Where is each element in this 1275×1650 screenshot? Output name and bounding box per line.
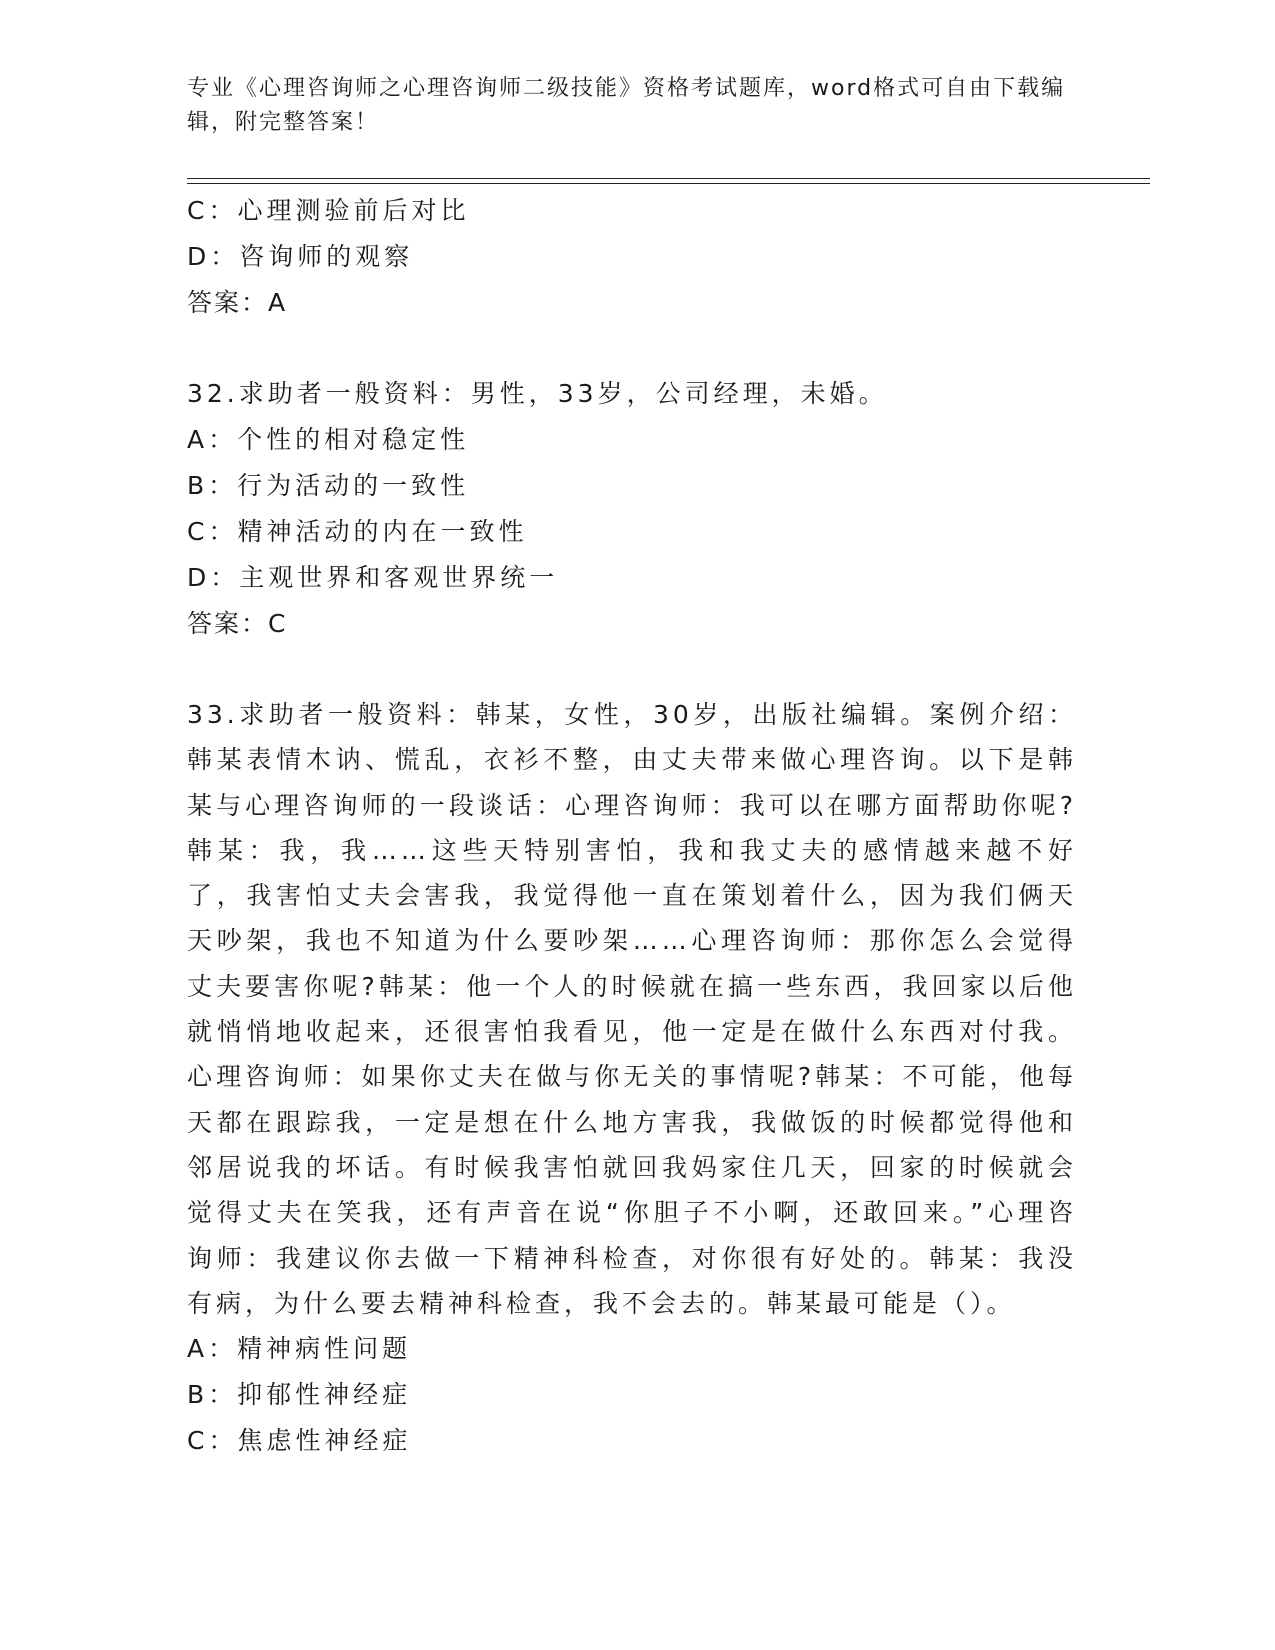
header-rule-bottom (187, 183, 1150, 184)
q33-stem: 33.求助者一般资料：韩某，女性，30岁，出版社编辑。案例介绍：韩某表情木讷、慌乱，衣衫不整，由丈夫带来做心理咨询。以下是韩某与心理咨询师的一段谈话：心理咨询师：我可以在哪方面帮助你呢?韩某：我，我……这些天特别害怕，我和我丈夫的感情越来越不好了，我害怕丈夫会害我，我觉得他一直在策划着什么，因为我们俩天天吵架，我也不知道为什么要吵架……心理咨询师：那你怎么会觉得丈夫要害你呢?韩某：他一个人的时候就在搞一些东西，我回家以后他就悄悄地收起来，还很害怕我看见，他一定是在做什么东西对付我。心理咨询师：如果你丈夫在做与你无关的事情呢?韩某：不可能，他每天都在跟踪我，一定是想在什么地方害我，我做饭的时候都觉得他和邻居说我的坏话。有时候我害怕就回我妈家住几天，回家的时候就会觉得丈夫在笑我，还有声音在说“你胆子不小啊，还敢回来。”心理咨询师：我建议你去做一下精神科检查，对你很有好处的。韩某：我没有病，为什么要去精神科检查，我不会去的。韩某最可能是（）。 (187, 700, 1077, 1318)
q32-answer: 答案：C (187, 609, 288, 638)
q31-option-c: C：心理测验前后对比 (187, 196, 470, 225)
q32-stem: 32.求助者一般资料：男性，33岁，公司经理，未婚。 (187, 379, 888, 408)
q32-option-d: D：主观世界和客观世界统一 (187, 563, 559, 592)
q33-option-c: C：焦虑性神经症 (187, 1426, 412, 1456)
q33-option-b: B：抑郁性神经症 (187, 1380, 412, 1410)
spacer (187, 647, 1077, 692)
q32-option-c: C：精神活动的内在一致性 (187, 517, 528, 546)
spacer (187, 326, 1077, 371)
q32-option-b: B：行为活动的一致性 (187, 471, 470, 500)
q31-option-d: D：咨询师的观察 (187, 242, 414, 271)
q31-answer: 答案：A (187, 288, 288, 317)
q32-option-a: A：个性的相对稳定性 (187, 425, 470, 454)
q33-option-a: A：精神病性问题 (187, 1334, 412, 1364)
header-rule-top (187, 178, 1150, 179)
document-header: 专业《心理咨询师之心理咨询师二级技能》资格考试题库，word格式可自由下载编辑，附完整答案！ (187, 76, 1066, 135)
document-body (187, 188, 1077, 1464)
